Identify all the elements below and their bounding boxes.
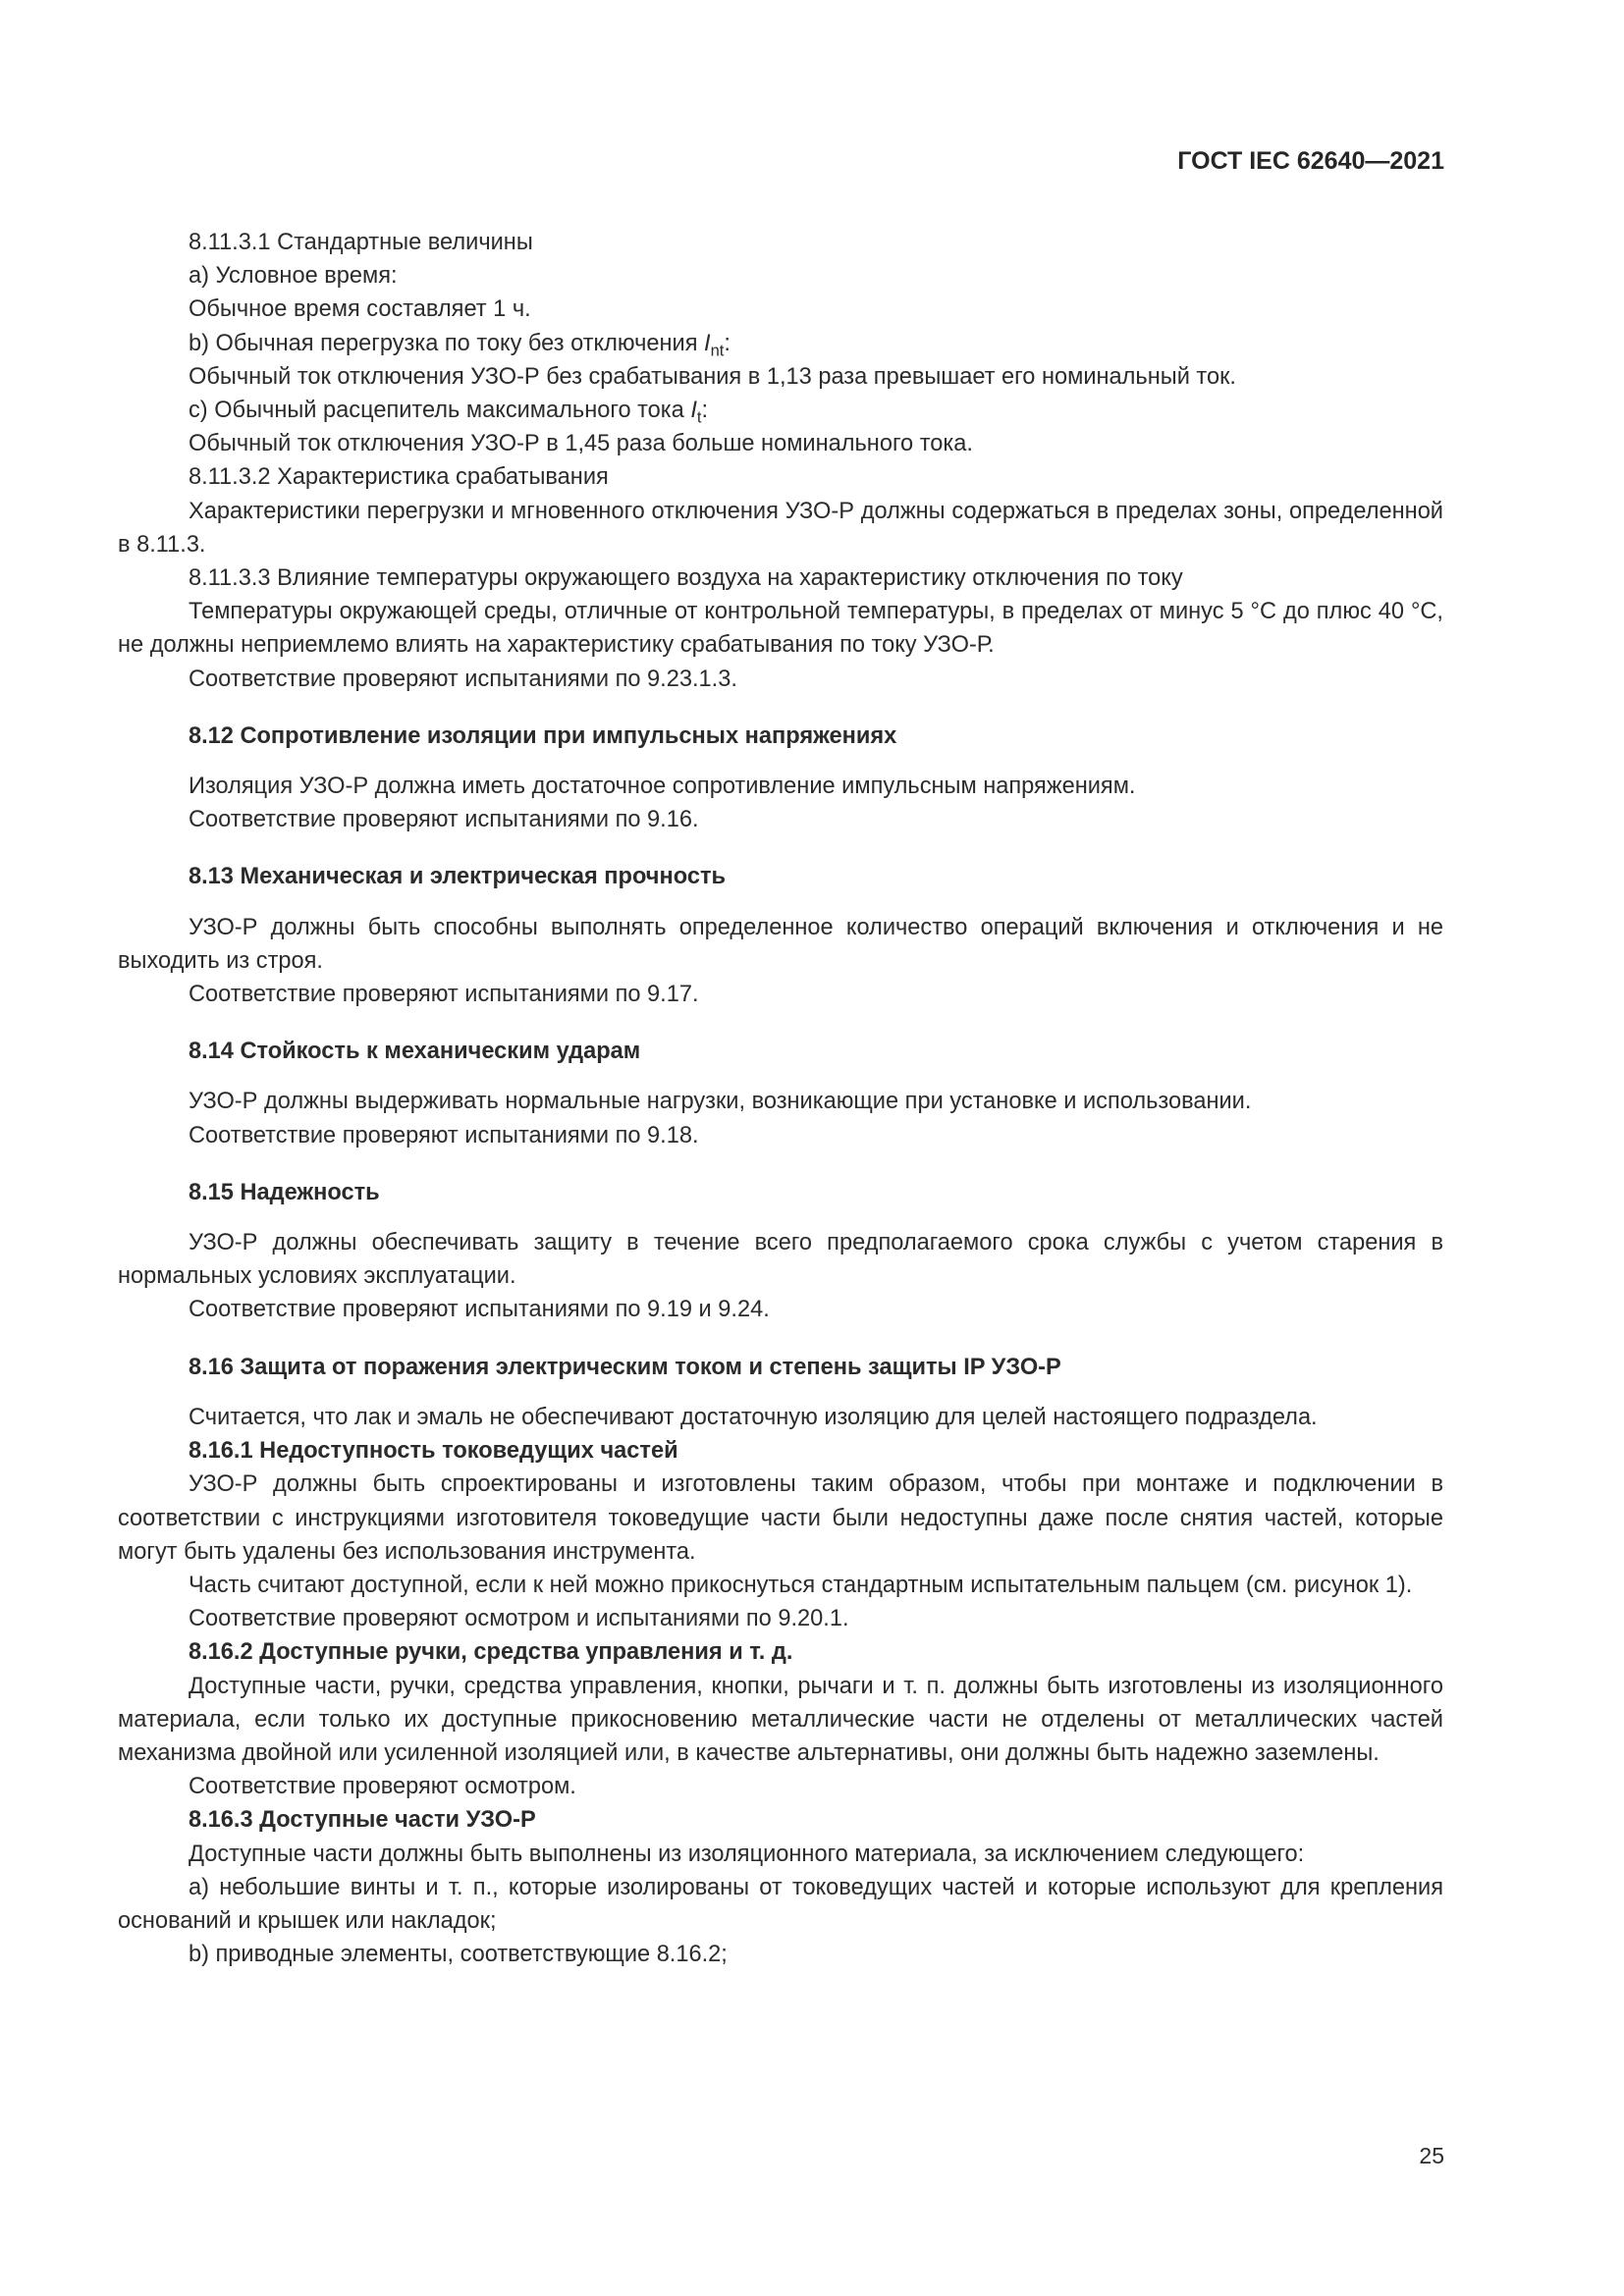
page-number: 25 bbox=[1419, 2143, 1444, 2168]
paragraph: Обычный ток отключения УЗО-Р без срабатывания в 1,13 раза превышает его номинальный ток. bbox=[189, 363, 1236, 390]
paragraph: УЗО-Р должны быть спроектированы и изготовлены таким образом, чтобы при монтаже и подключении в соответствии с инструкциями изготовителя токоведущие части были недоступны даже после снятия частей, которые могут быть удалены без использования инструмента. bbox=[118, 1471, 1443, 1565]
current-symbol: I bbox=[704, 330, 711, 356]
compliance-note: Соответствие проверяют испытаниями по 9.19 и 9.24. bbox=[189, 1297, 770, 1323]
document-header: ГОСТ IEC 62640—2021 bbox=[1177, 147, 1444, 175]
list-item-a: a) небольшие винты и т. п., которые изолированы от токоведущих частей и которые используют для крепления оснований и крышек или накладок; bbox=[118, 1874, 1443, 1934]
section-8-12-heading: 8.12 Сопротивление изоляции при импульсных напряжениях bbox=[189, 722, 897, 749]
list-item-a: a) Условное время: bbox=[189, 263, 398, 290]
clause-8-11-3-2-heading: 8.11.3.2 Характеристика срабатывания bbox=[189, 464, 609, 491]
clause-8-11-3-3-heading: 8.11.3.3 Влияние температуры окружающего воздуха на характеристику отключения по току bbox=[189, 565, 1183, 592]
paragraph: Часть считают доступной, если к ней можно прикоснуться стандартным испытательным пальцем (см. рисунок 1). bbox=[189, 1572, 1413, 1598]
compliance-note: Соответствие проверяют испытаниями по 9.17. bbox=[189, 982, 699, 1008]
list-item-b-text: b) Обычная перегрузка по току без отключения bbox=[189, 330, 705, 356]
list-item-c-text: c) Обычный расцепитель максимального тока bbox=[189, 398, 691, 424]
page-body bbox=[118, 226, 1443, 1971]
compliance-note: Соответствие проверяют осмотром и испытаниями по 9.20.1. bbox=[189, 1606, 849, 1632]
section-8-15-heading: 8.15 Надежность bbox=[189, 1179, 380, 1205]
paragraph: Температуры окружающей среды, отличные от контрольной температуры, в пределах от минус 5 °С до плюс 40 °С, не должны неприемлемо влиять на характеристику срабатывания по току УЗО-Р. bbox=[118, 599, 1443, 659]
paragraph: Характеристики перегрузки и мгновенного отключения УЗО-Р должны содержаться в пределах зоны, определенной в 8.11.3. bbox=[118, 498, 1443, 558]
subsection-8-16-2-heading: 8.16.2 Доступные ручки, средства управления и т. д. bbox=[189, 1639, 793, 1666]
paragraph: Обычное время составляет 1 ч. bbox=[189, 296, 531, 323]
subsection-8-16-1-heading: 8.16.1 Недоступность токоведущих частей bbox=[189, 1438, 678, 1465]
section-8-14-heading: 8.14 Стойкость к механическим ударам bbox=[189, 1039, 641, 1065]
colon: : bbox=[724, 330, 731, 356]
paragraph: УЗО-Р должны выдерживать нормальные нагрузки, возникающие при установке и использовании. bbox=[189, 1089, 1252, 1115]
list-item-b bbox=[118, 327, 1443, 360]
paragraph: Изоляция УЗО-Р должна иметь достаточное сопротивление импульсным напряжениям. bbox=[189, 774, 1136, 800]
paragraph: Обычный ток отключения УЗО-Р в 1,45 раза больше номинального тока. bbox=[189, 431, 973, 457]
compliance-note: Соответствие проверяют испытаниями по 9.23.1.3. bbox=[189, 666, 737, 692]
section-8-16-heading: 8.16 Защита от поражения электрическим током и степень защиты IP УЗО-Р bbox=[189, 1354, 1061, 1380]
section-8-13-heading: 8.13 Механическая и электрическая прочность bbox=[189, 864, 726, 890]
current-subscript: t bbox=[696, 407, 702, 427]
compliance-note: Соответствие проверяют испытаниями по 9.16. bbox=[189, 807, 699, 833]
paragraph: Доступные части должны быть выполнены из изоляционного материала, за исключением следующего: bbox=[189, 1841, 1305, 1867]
subsection-8-16-3-heading: 8.16.3 Доступные части УЗО-Р bbox=[189, 1807, 536, 1834]
paragraph: УЗО-Р должны быть способны выполнять определенное количество операций включения и отключения и не выходить из строя. bbox=[118, 914, 1443, 974]
list-item-c bbox=[118, 394, 1443, 427]
colon: : bbox=[701, 398, 709, 424]
paragraph: УЗО-Р должны обеспечивать защиту в течение всего предполагаемого срока службы с учетом старения в нормальных условиях эксплуатации. bbox=[118, 1230, 1443, 1290]
compliance-note: Соответствие проверяют осмотром. bbox=[189, 1774, 576, 1800]
compliance-note: Соответствие проверяют испытаниями по 9.18. bbox=[189, 1122, 699, 1148]
current-subscript: nt bbox=[710, 341, 725, 360]
clause-8-11-3-1-heading: 8.11.3.1 Стандартные величины bbox=[189, 230, 533, 255]
paragraph: Считается, что лак и эмаль не обеспечивают достаточную изоляцию для целей настоящего подраздела. bbox=[189, 1404, 1318, 1430]
list-item-b: b) приводные элементы, соответствующие 8.16.2; bbox=[189, 1942, 728, 1968]
paragraph: Доступные части, ручки, средства управления, кнопки, рычаги и т. п. должны быть изготовлены из изоляционного материала, если только их доступные прикосновению металлические части не отделены от металлических частей механизма двойной или усиленной изоляцией или, в качестве альтернативы, они должны быть надежно заземлены. bbox=[118, 1673, 1443, 1766]
current-symbol: I bbox=[690, 398, 697, 424]
